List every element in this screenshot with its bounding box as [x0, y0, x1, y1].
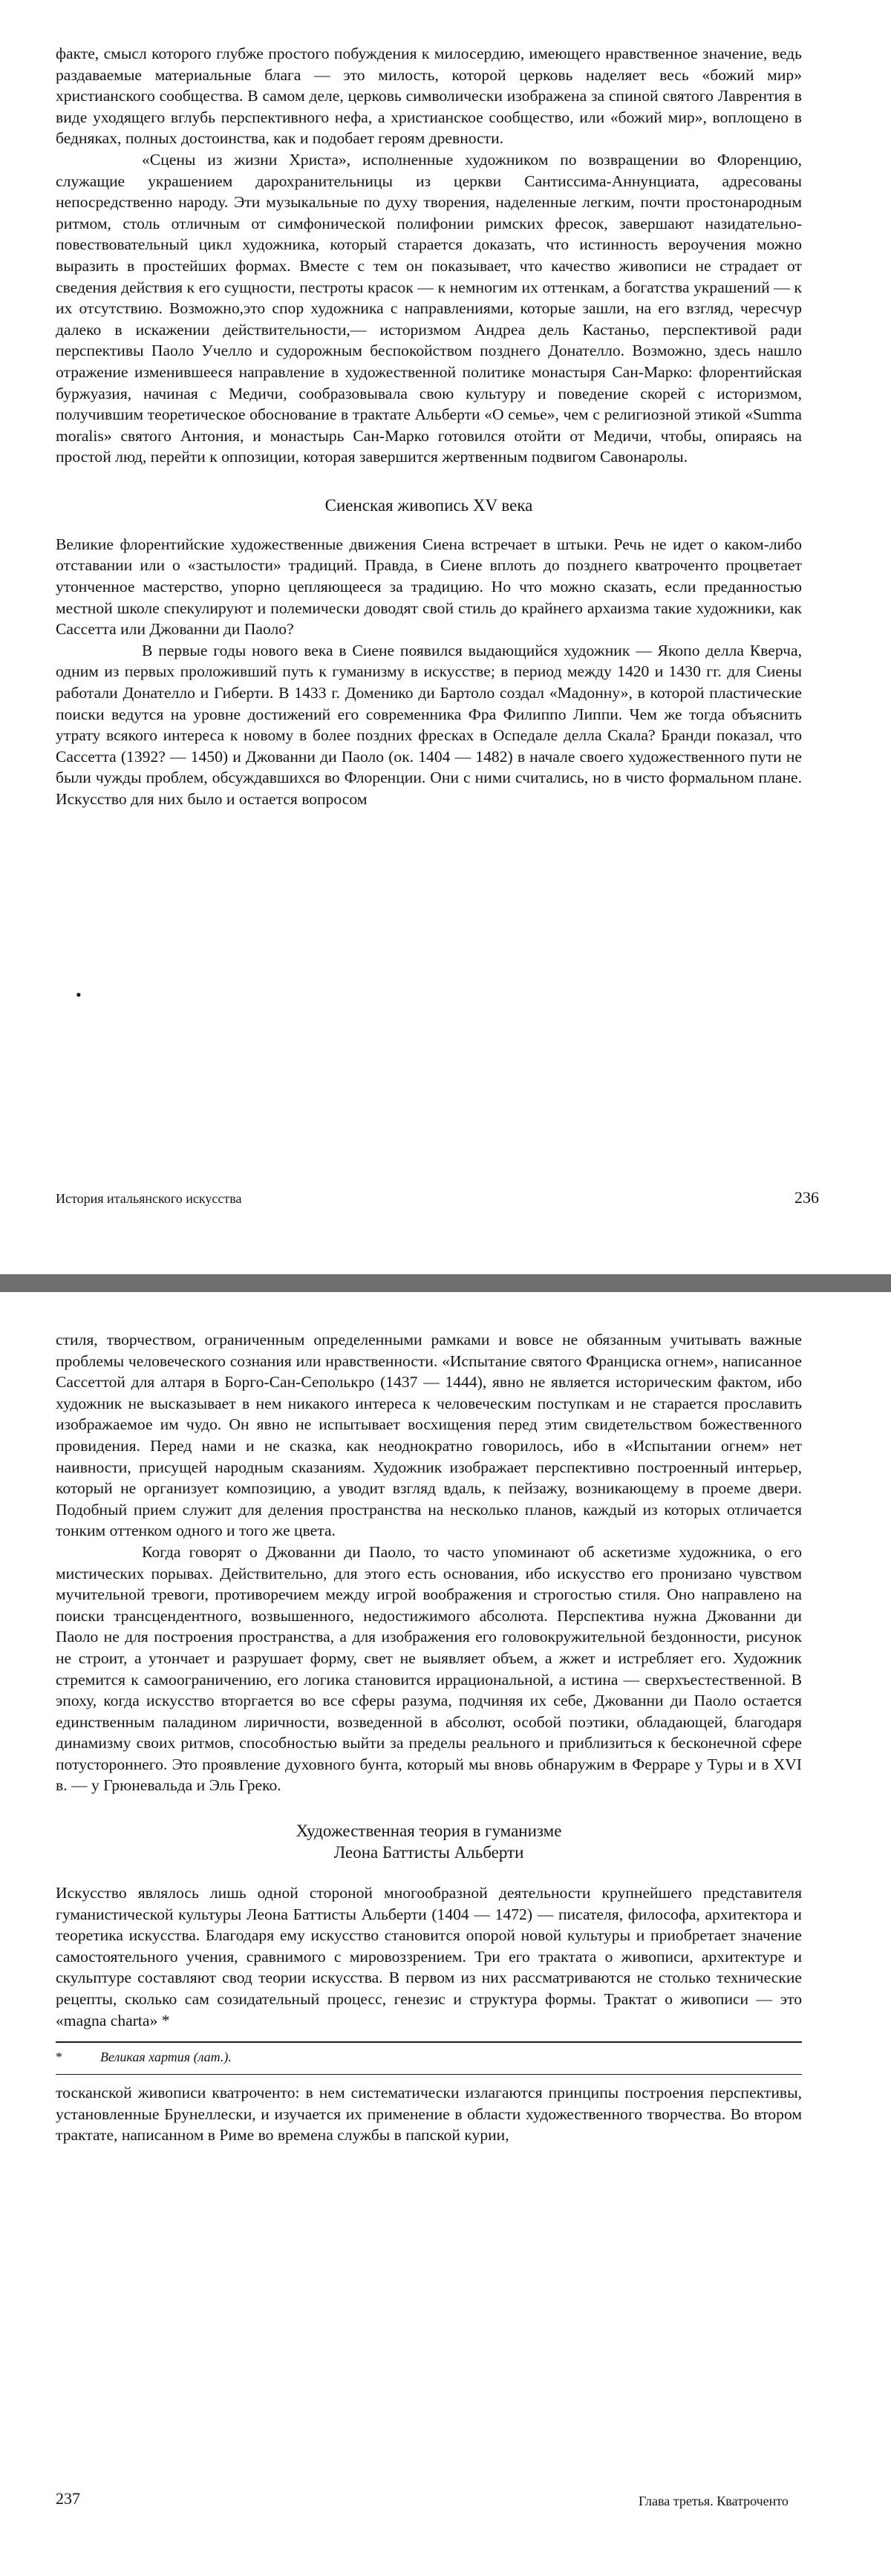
footnote — [56, 2047, 802, 2067]
book-page-237 — [0, 1292, 891, 2576]
footnote-separator-bottom — [56, 2074, 802, 2075]
page-237-text — [56, 1329, 802, 2146]
book-page-236 — [0, 0, 891, 1274]
running-footer-title: Глава третья. Кватроченто — [639, 2494, 789, 2508]
paragraph: «Сцены из жизни Христа», исполненные художником по возвращении во Флоренцию, служащие украшением дарохранительницы из церкви Сантиссима-Аннунциата, адресованы непосредственно народу. Эти музыкальные по духу творения, наделенные легким, почти простонародным ритмом, столь отличным от симфонической полифонии римских фресок, завершают назидательно-повествовательный цикл художника, который старается доказать, что истинность вероучения можно выразить в простейших формах. Вместе с тем он показывает, что качество живописи не страдает от сведения действия к его сущности, пестроты красок — к немногим их оттенкам, а богатства украшений — к их отсутствию. Возможно,это спор художника с направлениями, которые зашли, на его взгляд, чересчур далеко в искажении действительности,— историзмом Андреа дель Кастаньо, перспективой ради перспективы Паоло Учелло и судорожным беспокойством позднего Донателло. Возможно, здесь нашло отражение изменившееся направление в художественной политике монастыря Сан-Марко: флорентийская буржуазия, начиная с Медичи, сообразовывала свою культуру и поведение скорей с историзмом, получившим теоретическое обоснование в трактате Альберти «О семье», чем с религиозной этикой «Summa moralis» святого Антония, и монастырь Сан-Марко готовился отойти от Медичи, чтобы, опираясь на простой люд, перейти к оппозиции, которая завершится жертвенным подвигом Савонаролы. — [56, 150, 802, 466]
footnote-separator — [56, 2041, 802, 2043]
paragraph: факте, смысл которого глубже простого побуждения к милосердию, имеющего нравственное значение, ведь раздаваемые материальные блага — это милость, которой церковь наделяет весь «божий мир» христианского сообщества. В самом деле, церковь символически изображена за спиной святого Лаврентия в виде уходящего вглубь перспективного нефа, а христианское сообщество, или «божий мир», воплощено в бедняках, полных достоинства, как и подобает героям древности. — [56, 45, 802, 148]
section-heading-line1: Художественная теория в гуманизме — [296, 1822, 562, 1841]
paragraph: Искусство являлось лишь одной стороной многообразной деятельности крупнейшего представителя гуманистической культуры Леона Баттисты Альберти (1404 — 1472) — писателя, философа, архитектора и теоретика искусства. Благодаря ему искусство становится опорой новой культуры и приобретает значение самостоятельного учения, сравнимого с мировоззрением. Три его трактата о живописи, архитектуре и скульптуре составляют свод теории искусства. В первом из них рассматриваются не столько технические рецепты, сколько сам созидательный процесс, генезис и структура формы. Трактат о живописи — это «magna charta» * — [56, 1884, 802, 2029]
page-number: 236 — [794, 1188, 819, 1207]
footnote-text: Великая хартия (лат.). — [100, 2050, 232, 2065]
paragraph: тосканской живописи кватроченто: в нем систематически излагаются принципы построения перспективы, установленные Брунеллески, и изучается их применение в области художественного творчества. Во втором трактате, написанном в Риме во времена службы в папской курии, — [56, 2084, 802, 2145]
paragraph: Великие флорентийские художественные движения Сиена встречает в штыки. Речь не идет о каком-либо отставании или о «застылости» традиций. Правда, в Сиене вплоть до позднего кватроченто процветает утонченное мастерство, упорно цепляющееся за традицию. Но что можно сказать, если преданностью местной школе спекулируют и полемически доводят свой стиль до крайнего архаизма такие художники, как Сассетта или Джованни ди Паоло? — [56, 535, 802, 639]
paragraph: В первые годы нового века в Сиене появился выдающийся художник — Якопо делла Кверча, одним из первых проложивший путь к гуманизму в искусстве; в период между 1420 и 1430 гг. для Сиены работали Донателло и Гиберти. В 1433 г. Доменико ди Бартоло создал «Мадонну», в которой пластические поиски ведутся на уровне достижений его современника Фра Филиппо Липпи. Чем же тогда объяснить утрату всякого интереса к новому в более поздних фресках в Оспедале делла Скала? Бранди показал, что Сассетта (1392? — 1450) и Джованни ди Паоло (ок. 1404 — 1482) в начале своего художественного пути не были чужды проблем, обсуждавшихся во Флоренции. Они с ними считались, но в чисто формальном плане. Искусство для них было и остается вопросом — [56, 641, 802, 808]
footnote-mark: * — [56, 2050, 62, 2065]
section-heading-line2: Леона Баттисты Альберти — [333, 1843, 524, 1862]
page-number: 237 — [56, 2489, 80, 2508]
running-footer-title: История итальянского искусства — [56, 1191, 242, 1206]
section-heading: Сиенская живопись XV века — [324, 495, 533, 515]
paragraph: Когда говорят о Джованни ди Паоло, то часто упоминают об аскетизме художника, о его мистических порывах. Действительно, для этого есть основания, ибо искусство его пронизано чувством мучительной тревоги, противоречием между игрой воображения и строгостью стиля. Оно направлено на поиски трансцендентного, возвышенного, недостижимого абсолюта. Перспектива нужна Джованни ди Паоло не для построения пространства, а для изображения его головокружительной бездонности, рисунок не строит, а утончает и разрушает форму, свет не выявляет объем, а жжет и истребляет его. Художник стремится к самоограничению, его логика становится иррациональной, а истина — сверхъестественной. В эпоху, когда искусство вторгается во все сферы разума, подчиняя их себе, Джованни ди Паоло остается единственным паладином лиричности, возведенной в абсолют, особой поэтики, обладающей, благодаря динамизму своих ритмов, способностью выйти за пределы реального и приблизиться к бесконечной сфере потустороннего. Это проявление духовного бунта, который мы вновь обнаружим в Ферраре у Туры и в XVI в. — у Грюневальда и Эль Греко. — [56, 1542, 802, 1795]
page-236-text — [56, 43, 802, 810]
margin-mark: • — [76, 985, 82, 1004]
paragraph: стиля, творчеством, ограниченным определенными рамками и вовсе не обязанным учитывать важные проблемы человеческого сознания или нравственности. «Испытание святого Франциска огнем», написанное Сассеттой для алтаря в Борго-Сан-Сеполькро (1437 — 1444), явно не является историческим фактом, ибо художник не высказывает в нем никакого интереса к человеческим поступкам и не старается прославить изображаемое им чудо. Он явно не испытывает восхищения перед этим свидетельством божественного провидения. Перед нами и не сказка, как неоднократно говорилось, ибо в «Испытании огнем» нет наивности, присущей народным сказаниям. Художник изображает перспективно построенный интерьер, который не организует композицию, а уводит взгляд вдаль, к пейзажу, возникающему в проеме двери. Подобный прием служит для деления пространства на несколько планов, каждый из которых отличается тонким оттенком одного и того же цвета. — [56, 1331, 802, 1540]
